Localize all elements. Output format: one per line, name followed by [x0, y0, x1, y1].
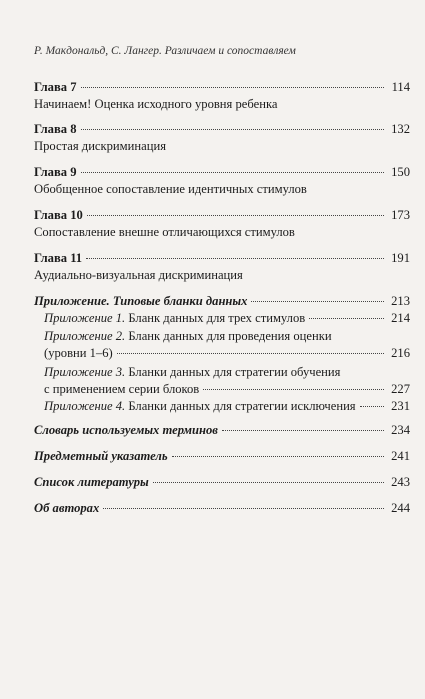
appendix-prefix: Приложение 4.: [44, 399, 126, 413]
page-number: 191: [391, 251, 410, 265]
toc-chapter-11[interactable]: [34, 249, 410, 267]
leader-dots: [86, 257, 384, 259]
chapter-title: Простая дискриминация: [34, 139, 166, 153]
page-number: 227: [391, 382, 410, 396]
chapter-label: Глава 11: [34, 251, 83, 265]
page-number: 213: [391, 294, 410, 308]
page-number: 243: [391, 475, 410, 489]
page-number: 150: [391, 165, 410, 179]
chapter-label: Глава 7: [34, 80, 77, 94]
appendix-title-cont: (уровни 1–6): [44, 346, 113, 360]
appendix-title: Бланк данных для проведения оценки: [128, 329, 332, 343]
toc-appendix-2[interactable]: [44, 327, 410, 345]
toc-appendix[interactable]: [34, 292, 410, 310]
toc-appendix-1[interactable]: [44, 309, 410, 327]
appendix-title: Бланки данных для стратегии обучения: [128, 365, 341, 379]
appendix-prefix: Приложение 2.: [44, 329, 126, 343]
page-number: 241: [391, 449, 410, 463]
toc-chapter-7[interactable]: [34, 78, 410, 96]
page-number: 173: [391, 208, 410, 222]
toc-bibliography[interactable]: [34, 473, 410, 491]
appendix-prefix: Приложение 3.: [44, 365, 126, 379]
appendix-heading: Приложение. Типовые бланки данных: [34, 294, 248, 308]
page-number: 114: [391, 80, 410, 94]
leader-dots: [251, 300, 384, 302]
appendix-title: Бланк данных для трех стимулов: [128, 311, 306, 325]
leader-dots: [81, 86, 385, 88]
page-number: 231: [391, 399, 410, 413]
leader-dots: [81, 128, 385, 130]
chapter-title: Аудиально-визуальная дискриминация: [34, 268, 243, 282]
leader-dots: [153, 481, 384, 483]
chapter-title: Начинаем! Оценка исходного уровня ребенка: [34, 97, 278, 111]
section-title: Об авторах: [34, 501, 100, 515]
toc-appendix-4[interactable]: [44, 397, 410, 415]
page-number: 244: [391, 501, 410, 515]
toc-appendix-3[interactable]: [44, 363, 410, 381]
toc-appendix-3-cont[interactable]: [44, 380, 410, 398]
section-title: Словарь используемых терминов: [34, 423, 218, 437]
chapter-label: Глава 10: [34, 208, 83, 222]
leader-dots: [360, 405, 384, 407]
chapter-title: Обобщенное сопоставление идентичных стимулов: [34, 182, 307, 196]
appendix-title: Бланки данных для стратегии исключения: [128, 399, 356, 413]
toc-about-authors[interactable]: [34, 499, 410, 517]
leader-dots: [117, 352, 384, 354]
toc-chapter-9[interactable]: [34, 163, 410, 181]
leader-dots: [222, 429, 384, 431]
chapter-title: Сопоставление внешне отличающихся стимулов: [34, 225, 295, 239]
leader-dots: [203, 388, 384, 390]
chapter-label: Глава 8: [34, 122, 77, 136]
toc-chapter-8[interactable]: [34, 120, 410, 138]
page-number: 234: [391, 423, 410, 437]
leader-dots: [87, 214, 384, 216]
page-number: 216: [391, 346, 410, 360]
leader-dots: [103, 507, 384, 509]
running-head: Р. Макдональд, С. Лангер. Различаем и сопоставляем: [34, 45, 296, 57]
toc-subject-index[interactable]: [34, 447, 410, 465]
toc-appendix-2-cont[interactable]: [44, 344, 410, 362]
page-number: 132: [391, 122, 410, 136]
leader-dots: [81, 171, 385, 173]
section-title: Предметный указатель: [34, 449, 168, 463]
page-number: 214: [391, 311, 410, 325]
leader-dots: [309, 317, 384, 319]
toc-chapter-10[interactable]: [34, 206, 410, 224]
appendix-title-cont: с применением серии блоков: [44, 382, 200, 396]
section-title: Список литературы: [34, 475, 149, 489]
toc-glossary[interactable]: [34, 421, 410, 439]
appendix-prefix: Приложение 1.: [44, 311, 126, 325]
leader-dots: [172, 455, 384, 457]
chapter-label: Глава 9: [34, 165, 77, 179]
